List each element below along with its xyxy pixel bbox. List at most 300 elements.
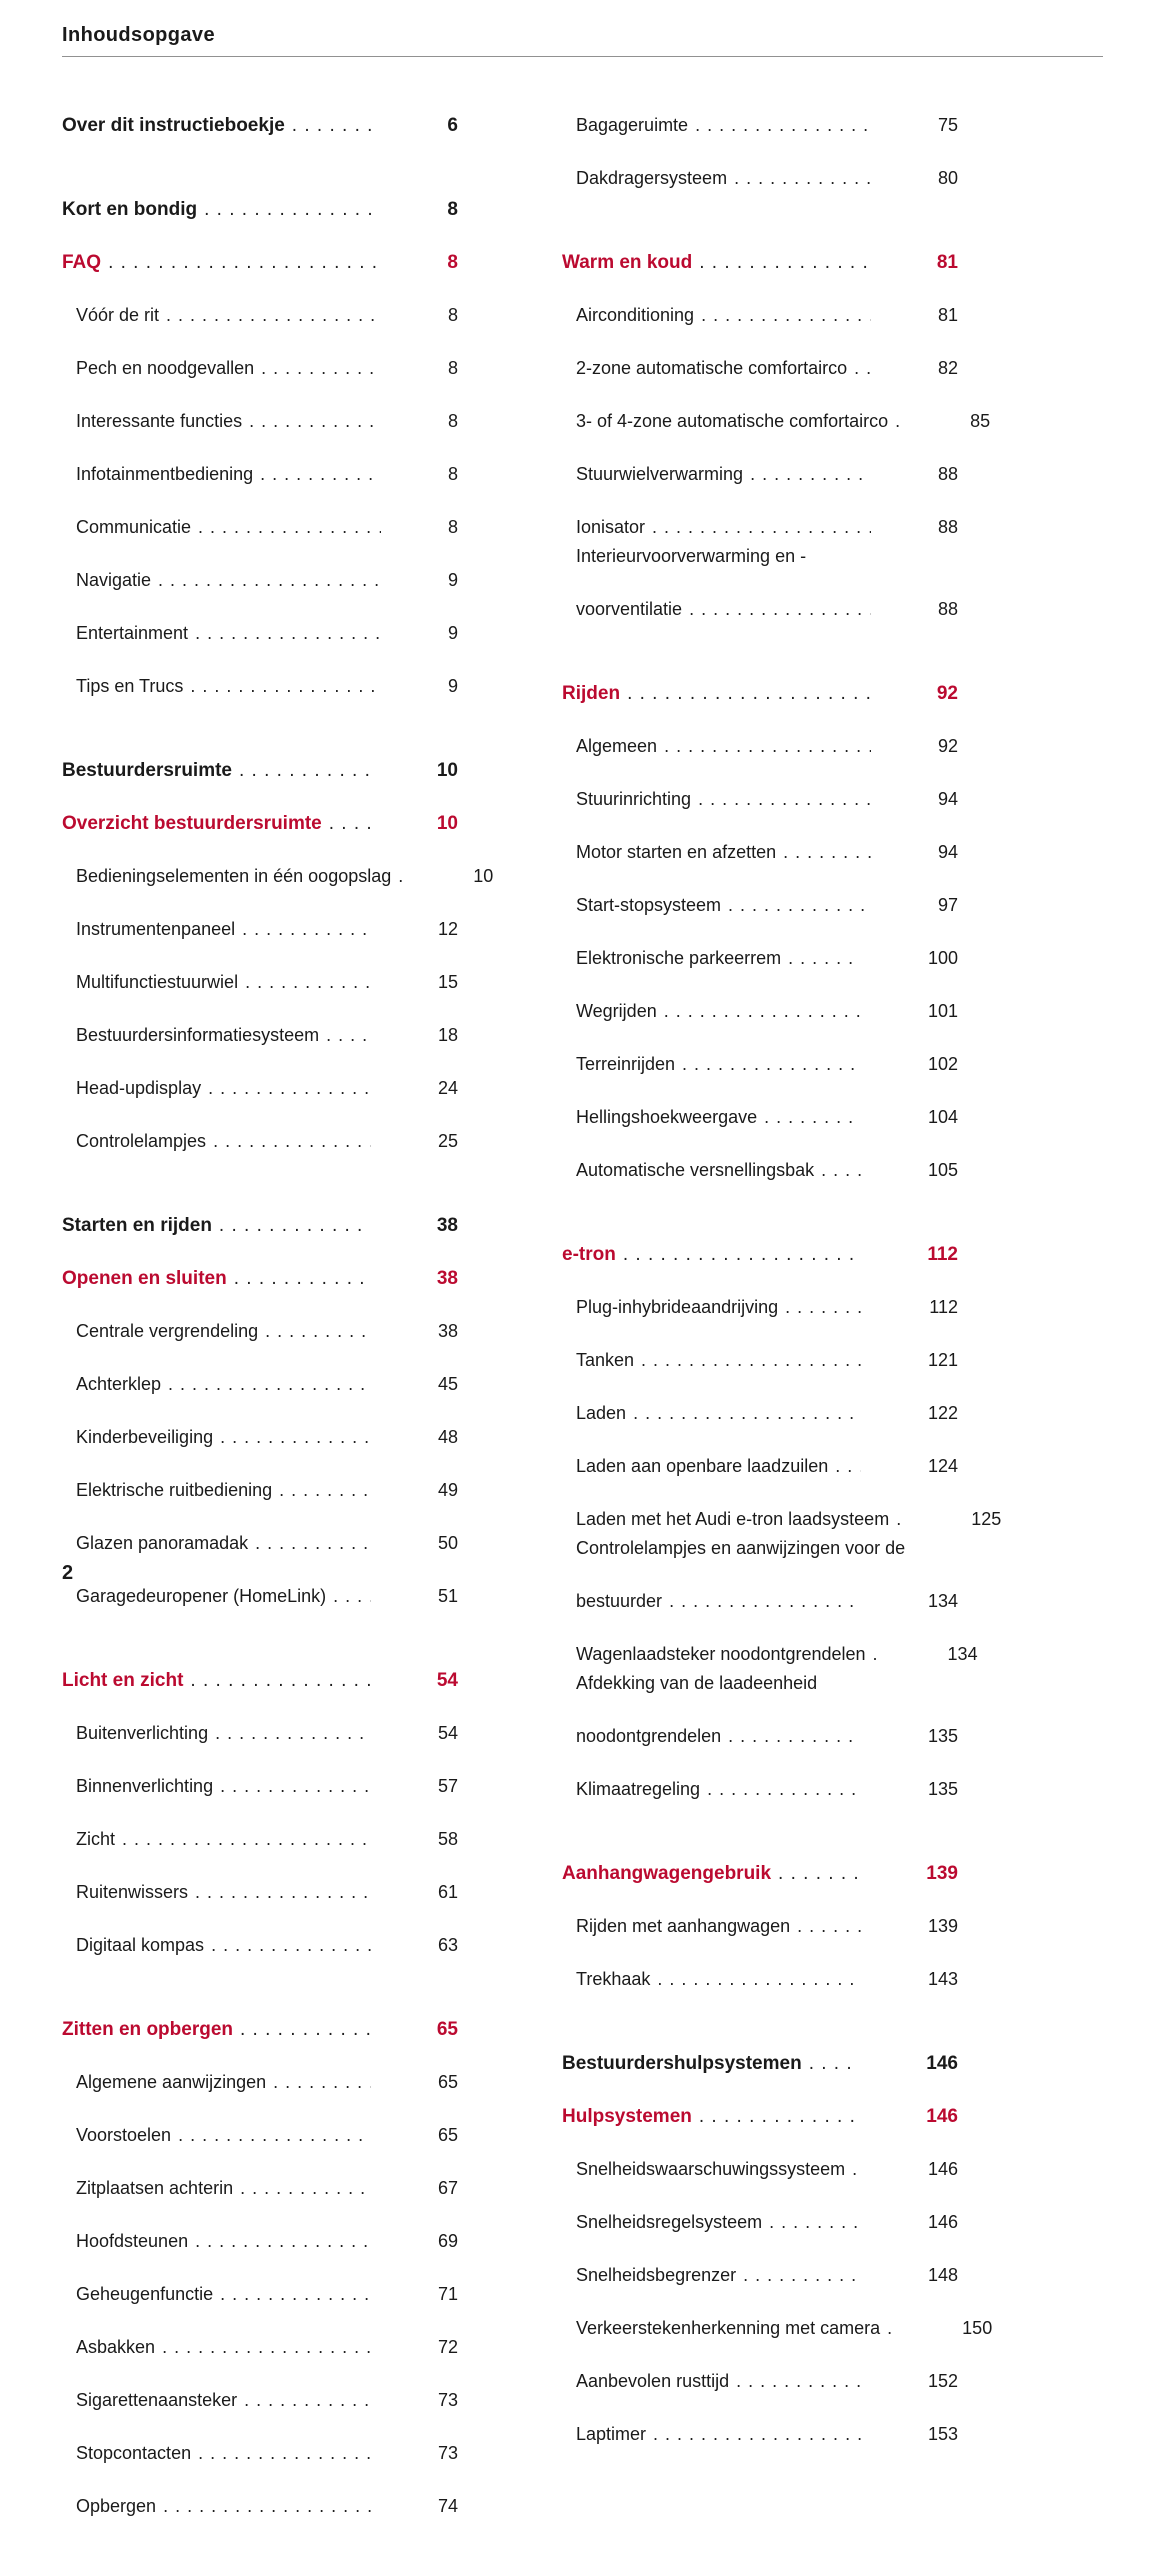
toc-entry-label: Hoofdsteunen <box>76 2231 189 2251</box>
toc-entry <box>62 1293 520 1346</box>
toc-entry-dots <box>728 1722 861 1751</box>
toc-entry-dots <box>279 1476 371 1505</box>
toc-entry-page: 92 <box>937 736 958 756</box>
toc-entry-dots <box>652 513 871 542</box>
toc-entry <box>562 224 1020 277</box>
toc-entry-dots <box>326 1021 371 1050</box>
toc-entry-label: Controlelampjes <box>76 1131 207 1151</box>
toc-entry-page: 102 <box>927 1054 958 1074</box>
toc-entry-dots <box>215 1719 371 1748</box>
toc-entry-label: Airconditioning <box>576 305 695 325</box>
toc-entry-label: Hellingshoekweergave <box>576 1107 758 1127</box>
toc-entry-dots <box>162 2333 371 2362</box>
toc-entry <box>562 1751 1020 1804</box>
toc-entry-page: 73 <box>437 2390 458 2410</box>
toc-entry-page: 112 <box>927 1244 958 1265</box>
toc-entry <box>562 920 1020 973</box>
toc-entry-label: Warm en koud <box>562 252 693 273</box>
toc-entry <box>62 1801 520 1854</box>
toc-group <box>562 1216 1020 1804</box>
toc-entry-page: 101 <box>927 1001 958 1021</box>
toc-entry-page: 38 <box>436 1268 458 1289</box>
toc-entry <box>562 1269 1020 1322</box>
toc-entry-dots <box>707 1775 861 1804</box>
toc-entry-dots <box>195 1878 371 1907</box>
toc-entry-page: 85 <box>970 411 991 431</box>
toc-entry-page: 122 <box>927 1403 958 1423</box>
footer-page-number: 2 <box>62 1562 74 1584</box>
toc-entry <box>62 224 520 277</box>
toc-entry <box>562 436 1020 489</box>
toc-entry-page: 81 <box>936 252 958 273</box>
toc-entry-label: Wagenlaadsteker noodontgrendelen <box>576 1644 866 1664</box>
toc-entry-dots <box>664 732 871 761</box>
toc-entry-dots <box>699 248 870 277</box>
toc-entry-dots <box>627 679 870 708</box>
toc-entry-label: Digitaal kompas <box>76 1935 205 1955</box>
toc-entry-label: Kort en bondig <box>62 199 198 220</box>
toc-entry-page: 61 <box>437 1882 458 1902</box>
toc-entry-page: 125 <box>971 1509 1002 1529</box>
toc-entry <box>62 1452 520 1505</box>
toc-entry-dots <box>750 460 871 489</box>
toc-entry-page: 153 <box>927 2424 958 2444</box>
toc-group <box>62 1642 520 1960</box>
toc-entry-dots <box>809 2049 860 2078</box>
toc-entry-label: Aanhangwagengebruik <box>562 1863 772 1884</box>
toc-entry <box>62 330 520 383</box>
toc-entry-label: Automatische versnellingsbak <box>576 1160 815 1180</box>
toc-entry-dots <box>854 354 871 383</box>
toc-entry-dots <box>178 2121 371 2150</box>
toc-entry-label: Laden aan openbare laadzuilen <box>576 1456 829 1476</box>
toc-entry-label: Laden <box>576 1403 627 1423</box>
toc-entry-dots <box>163 2492 371 2521</box>
toc-entry-dots <box>261 354 381 383</box>
toc-entry-label: Trekhaak <box>576 1969 651 1989</box>
toc-entry-page: 10 <box>436 813 458 834</box>
toc-entry-label: Ionisator <box>576 517 646 537</box>
toc-entry <box>62 1748 520 1801</box>
toc-entry <box>62 277 520 330</box>
toc-group <box>62 87 520 140</box>
toc-entry-page: 15 <box>437 972 458 992</box>
toc-entry <box>562 1322 1020 1375</box>
toc-entry-dots <box>821 1156 861 1185</box>
toc-entry-dots <box>764 1103 861 1132</box>
toc-entry-page: 135 <box>927 1726 958 1746</box>
toc-entry-dots <box>664 997 861 1026</box>
toc-entry <box>562 1888 1020 1941</box>
toc-entry-dots <box>698 785 871 814</box>
toc-entry-label: Tanken <box>576 1350 635 1370</box>
toc-entry <box>62 2256 520 2309</box>
toc-entry-page: 112 <box>929 1297 958 1317</box>
toc-group <box>562 2025 1020 2449</box>
toc-entry-dots <box>292 111 381 140</box>
toc-entry-label: Interessante functies <box>76 411 243 431</box>
toc-entry-label: Rijden <box>562 683 621 704</box>
toc-entry <box>62 1854 520 1907</box>
toc-entry-label: Snelheidsregelsysteem <box>576 2212 763 2232</box>
toc-entry-dots <box>896 1505 904 1534</box>
toc-entry-label: Openen en sluiten <box>62 1268 227 1289</box>
toc-entry-label: Elektrische ruitbediening <box>76 1480 273 1500</box>
toc-entry-label: Navigatie <box>76 570 152 590</box>
toc-entry-label: Pech en noodgevallen <box>76 358 255 378</box>
toc-entry-page: 24 <box>437 1078 458 1098</box>
toc-entry-label: Hulpsystemen <box>562 2106 692 2127</box>
toc-entry-label: Ruitenwissers <box>76 1882 189 1902</box>
toc-entry <box>62 1187 520 1240</box>
toc-entry-page: 54 <box>437 1723 458 1743</box>
toc-entry-dots <box>198 513 381 542</box>
toc-entry-page: 9 <box>447 623 458 643</box>
toc-column-1 <box>62 87 520 2552</box>
toc-group <box>62 1991 520 2521</box>
toc-entry-page: 9 <box>447 570 458 590</box>
toc-entry <box>562 330 1020 383</box>
toc-entry-label: Vóór de rit <box>76 305 160 325</box>
toc-entry-label: Infotainmentbediening <box>76 464 254 484</box>
toc-entry-dots <box>701 301 871 330</box>
toc-entry-page: 8 <box>447 199 458 220</box>
toc-entry-dots <box>778 1859 859 1888</box>
toc-entry-page: 8 <box>447 305 458 325</box>
toc-entry-label: Algemene aanwijzingen <box>76 2072 267 2092</box>
toc-entry-continuation: Afdekking van de laadeenheid <box>576 1673 818 1693</box>
toc-entry-label: Asbakken <box>76 2337 156 2357</box>
toc-entry-page: 48 <box>437 1427 458 1447</box>
toc-entry-page: 146 <box>926 2106 958 2127</box>
toc-entry <box>62 838 520 891</box>
toc-entry-dots <box>198 2439 371 2468</box>
toc-entry-dots <box>728 891 871 920</box>
toc-entry-label: Communicatie <box>76 517 192 537</box>
toc-entry-dots <box>249 407 381 436</box>
toc-entry-dots <box>682 1050 861 1079</box>
toc-entry <box>562 2184 1020 2237</box>
toc-entry-dots <box>887 2314 895 2343</box>
toc-entry-dots <box>783 838 871 867</box>
toc-entry-label: Over dit instructieboekje <box>62 115 285 136</box>
toc-entry-label: Bedieningselementen in één oogopslag <box>76 866 392 886</box>
toc-entry-dots <box>220 1423 371 1452</box>
toc-entry <box>62 785 520 838</box>
toc-entry <box>62 944 520 997</box>
toc-entry-page: 81 <box>937 305 958 325</box>
toc-entry-dots <box>895 407 903 436</box>
toc-entry-page: 8 <box>447 517 458 537</box>
toc-entry <box>62 87 520 140</box>
toc-entry-label: Buitenverlichting <box>76 1723 209 1743</box>
toc-entry-page: 45 <box>437 1374 458 1394</box>
toc-entry <box>562 973 1020 1026</box>
toc-entry-continuation: Controlelampjes en aanwijzingen voor de <box>576 1538 906 1558</box>
toc-group <box>62 1187 520 1611</box>
toc-entry-continuation: Interieurvoorverwarming en - <box>576 546 807 566</box>
toc-entry-label: Garagedeuropener (HomeLink) <box>76 1586 327 1606</box>
toc-entry-page: 69 <box>437 2231 458 2251</box>
toc-entry-page: 57 <box>437 1776 458 1796</box>
toc-entry-label: Aanbevolen rusttijd <box>576 2371 730 2391</box>
toc-group <box>562 87 1020 193</box>
toc-entry-page: 8 <box>447 252 458 273</box>
toc-entry-dots <box>208 1074 371 1103</box>
toc-entry <box>562 277 1020 330</box>
toc-entry-label: 3- of 4-zone automatische comfortairco <box>576 411 889 431</box>
toc-entry-label: Snelheidsbegrenzer <box>576 2265 737 2285</box>
toc-entry-label: Terreinrijden <box>576 1054 676 1074</box>
toc-entry-dots <box>797 1912 861 1941</box>
toc-entry-label: Stopcontacten <box>76 2443 192 2463</box>
toc-entry-label: Motor starten en afzetten <box>576 842 777 862</box>
toc-entry <box>62 2415 520 2468</box>
toc-entry-label: Licht en zicht <box>62 1670 184 1691</box>
toc-entry-label: Klimaatregeling <box>576 1779 701 1799</box>
toc-entry <box>62 732 520 785</box>
toc-entry <box>562 1698 1020 1751</box>
toc-entry-dots <box>641 1346 861 1375</box>
toc-columns <box>62 87 1103 2552</box>
toc-entry <box>62 1505 520 1558</box>
toc-column-2 <box>562 87 1020 2552</box>
toc-group <box>562 1835 1020 1994</box>
toc-entry <box>562 571 1020 624</box>
toc-entry-page: 82 <box>937 358 958 378</box>
toc-entry-page: 72 <box>437 2337 458 2357</box>
toc-entry-dots <box>835 1452 861 1481</box>
toc-entry-label: Kinderbeveiliging <box>76 1427 214 1447</box>
toc-entry-page: 75 <box>937 115 958 135</box>
toc-entry <box>562 1216 1020 1269</box>
toc-entry-page: 139 <box>927 1916 958 1936</box>
toc-entry <box>62 891 520 944</box>
toc-entry-page: 10 <box>436 760 458 781</box>
toc-entry-page: 135 <box>927 1779 958 1799</box>
toc-entry-label: bestuurder <box>576 1591 663 1611</box>
toc-entry <box>62 1103 520 1156</box>
toc-entry <box>62 1991 520 2044</box>
toc-entry-dots <box>333 1582 371 1611</box>
toc-entry-page: 88 <box>937 464 958 484</box>
toc-entry <box>562 2025 1020 2078</box>
toc-entry-page: 94 <box>937 842 958 862</box>
toc-entry <box>562 2396 1020 2449</box>
toc-entry-label: Zitten en opbergen <box>62 2019 233 2040</box>
toc-entry-label: Stuurinrichting <box>576 789 692 809</box>
toc-entry-dots <box>265 1317 371 1346</box>
toc-entry-dots <box>736 2367 861 2396</box>
toc-entry-page: 80 <box>937 168 958 188</box>
toc-entry-page: 73 <box>437 2443 458 2463</box>
toc-entry-page: 10 <box>473 866 494 886</box>
toc-entry-label: Elektronische parkeerrem <box>576 948 782 968</box>
toc-entry-dots <box>213 1127 371 1156</box>
toc-entry-dots <box>657 1965 861 1994</box>
toc-entry-dots <box>734 164 871 193</box>
toc-entry <box>62 436 520 489</box>
toc-entry <box>562 867 1020 920</box>
toc-entry <box>562 1941 1020 1994</box>
toc-entry-label: Tips en Trucs <box>76 676 184 696</box>
toc-entry <box>62 383 520 436</box>
toc-entry-dots <box>785 1293 862 1322</box>
toc-entry-dots <box>873 1640 881 1669</box>
toc-entry <box>562 1026 1020 1079</box>
toc-entry-page: 92 <box>936 683 958 704</box>
toc-entry-dots <box>244 2386 371 2415</box>
toc-entry-page: 12 <box>437 919 458 939</box>
toc-entry-page: 148 <box>927 2265 958 2285</box>
toc-entry <box>62 2150 520 2203</box>
toc-entry-page: 8 <box>447 464 458 484</box>
toc-entry <box>62 2203 520 2256</box>
toc-entry <box>62 1695 520 1748</box>
toc-entry <box>62 1240 520 1293</box>
toc-entry-dots <box>633 1399 861 1428</box>
toc-entry-dots <box>242 915 371 944</box>
toc-entry <box>562 708 1020 761</box>
toc-entry-page: 88 <box>937 599 958 619</box>
toc-entry-label: Entertainment <box>76 623 189 643</box>
toc-entry-dots <box>245 968 371 997</box>
toc-entry-page: 139 <box>926 1863 958 1884</box>
toc-entry-dots <box>219 1211 370 1240</box>
toc-entry-dots <box>204 195 380 224</box>
toc-entry-dots <box>220 2280 371 2309</box>
toc-entry-page: 94 <box>937 789 958 809</box>
toc-entry-page: 50 <box>437 1533 458 1553</box>
toc-entry <box>62 1346 520 1399</box>
toc-entry-label: Bestuurdersruimte <box>62 760 232 781</box>
toc-entry <box>62 542 520 595</box>
toc-entry-page: 146 <box>926 2053 958 2074</box>
toc-entry-label: Centrale vergrendeling <box>76 1321 259 1341</box>
toc-entry-page: 97 <box>937 895 958 915</box>
toc-entry-label: Instrumentenpaneel <box>76 919 236 939</box>
toc-entry-page: 134 <box>947 1644 978 1664</box>
toc-entry-page: 88 <box>937 517 958 537</box>
toc-entry-page: 65 <box>436 2019 458 2040</box>
toc-entry-page: 8 <box>447 358 458 378</box>
toc-entry-label: Multifunctiestuurwiel <box>76 972 239 992</box>
page-title: Inhoudsopgave <box>62 24 1103 57</box>
toc-entry-page: 65 <box>437 2072 458 2092</box>
toc-entry-page: 152 <box>927 2371 958 2391</box>
toc-entry-dots <box>240 2015 370 2044</box>
toc-entry-page: 146 <box>927 2212 958 2232</box>
toc-entry-page: 6 <box>447 115 458 136</box>
toc-entry-page: 74 <box>437 2496 458 2516</box>
toc-entry-dots <box>695 111 871 140</box>
toc-entry <box>562 761 1020 814</box>
toc-entry-page: 124 <box>927 1456 958 1476</box>
toc-entry-label: Zitplaatsen achterin <box>76 2178 234 2198</box>
toc-entry-page: 146 <box>927 2159 958 2179</box>
toc-entry-label: voorventilatie <box>576 599 683 619</box>
toc-entry-label: Opbergen <box>76 2496 157 2516</box>
toc-entry-page: 65 <box>437 2125 458 2145</box>
toc-entry-dots <box>158 566 381 595</box>
toc-group <box>62 732 520 1156</box>
toc-entry-page: 58 <box>437 1829 458 1849</box>
toc-entry <box>62 1558 520 1611</box>
toc-entry-label: Head-updisplay <box>76 1078 202 1098</box>
toc-entry-label: Binnenverlichting <box>76 1776 214 1796</box>
toc-entry-page: 67 <box>437 2178 458 2198</box>
toc-entry <box>562 1616 1020 1669</box>
toc-entry <box>62 1050 520 1103</box>
toc-entry-dots <box>195 2227 371 2256</box>
toc-entry-dots <box>195 619 381 648</box>
toc-entry <box>562 1132 1020 1185</box>
toc-entry <box>562 1375 1020 1428</box>
toc-entry-dots <box>398 862 406 891</box>
toc-entry <box>562 2290 1020 2343</box>
toc-entry <box>562 140 1020 193</box>
toc-entry-page: 51 <box>437 1586 458 1606</box>
toc-entry-dots <box>166 301 381 330</box>
toc-entry-label: 2-zone automatische comfortairco <box>576 358 848 378</box>
toc-entry-dots <box>653 2420 861 2449</box>
toc-entry <box>562 814 1020 867</box>
toc-entry-dots <box>788 944 861 973</box>
toc-entry-dots <box>255 1529 371 1558</box>
toc-entry <box>562 1563 1020 1616</box>
toc-entry-label: Dakdragersysteem <box>576 168 728 188</box>
toc-entry-page: 18 <box>437 1025 458 1045</box>
toc-entry-page: 71 <box>437 2284 458 2304</box>
toc-entry-page: 38 <box>437 1321 458 1341</box>
toc-entry <box>62 2309 520 2362</box>
toc-entry <box>62 2044 520 2097</box>
toc-entry-label: Rijden met aanhangwagen <box>576 1916 791 1936</box>
toc-entry-dots <box>239 756 370 785</box>
toc-entry-label: Stuurwielverwarming <box>576 464 744 484</box>
toc-entry-label: Start-stopsysteem <box>576 895 722 915</box>
toc-entry <box>562 2237 1020 2290</box>
toc-entry-dots <box>329 809 370 838</box>
toc-entry-page: 104 <box>927 1107 958 1127</box>
toc-entry-dots <box>852 2155 861 2184</box>
toc-entry-label: Plug-inhybrideaandrijving <box>576 1297 779 1317</box>
toc-entry-page: 143 <box>927 1969 958 1989</box>
toc-entry-label: Algemeen <box>576 736 658 756</box>
toc-entry-label: Bagageruimte <box>576 115 689 135</box>
toc-entry-page: 150 <box>962 2318 993 2338</box>
toc-entry <box>62 648 520 701</box>
toc-entry-dots <box>623 1240 861 1269</box>
toc-entry <box>62 489 520 542</box>
toc-entry-label: Laptimer <box>576 2424 647 2444</box>
toc-entry-label: Snelheidswaarschuwingssysteem <box>576 2159 846 2179</box>
toc-entry-page: 105 <box>927 1160 958 1180</box>
toc-entry <box>562 383 1020 436</box>
toc-entry-page: 8 <box>447 411 458 431</box>
toc-entry-dots <box>122 1825 371 1854</box>
toc-entry-page: 38 <box>436 1215 458 1236</box>
toc-entry-dots <box>689 595 871 624</box>
toc-entry-label: Glazen panoramadak <box>76 1533 249 1553</box>
toc-entry <box>562 1481 1020 1534</box>
toc-entry-label: Laden met het Audi e-tron laadsysteem <box>576 1509 890 1529</box>
toc-entry-dots <box>220 1772 371 1801</box>
toc-entry <box>562 489 1020 542</box>
toc-entry <box>62 1907 520 1960</box>
toc-entry <box>562 2343 1020 2396</box>
toc-entry <box>62 1642 520 1695</box>
